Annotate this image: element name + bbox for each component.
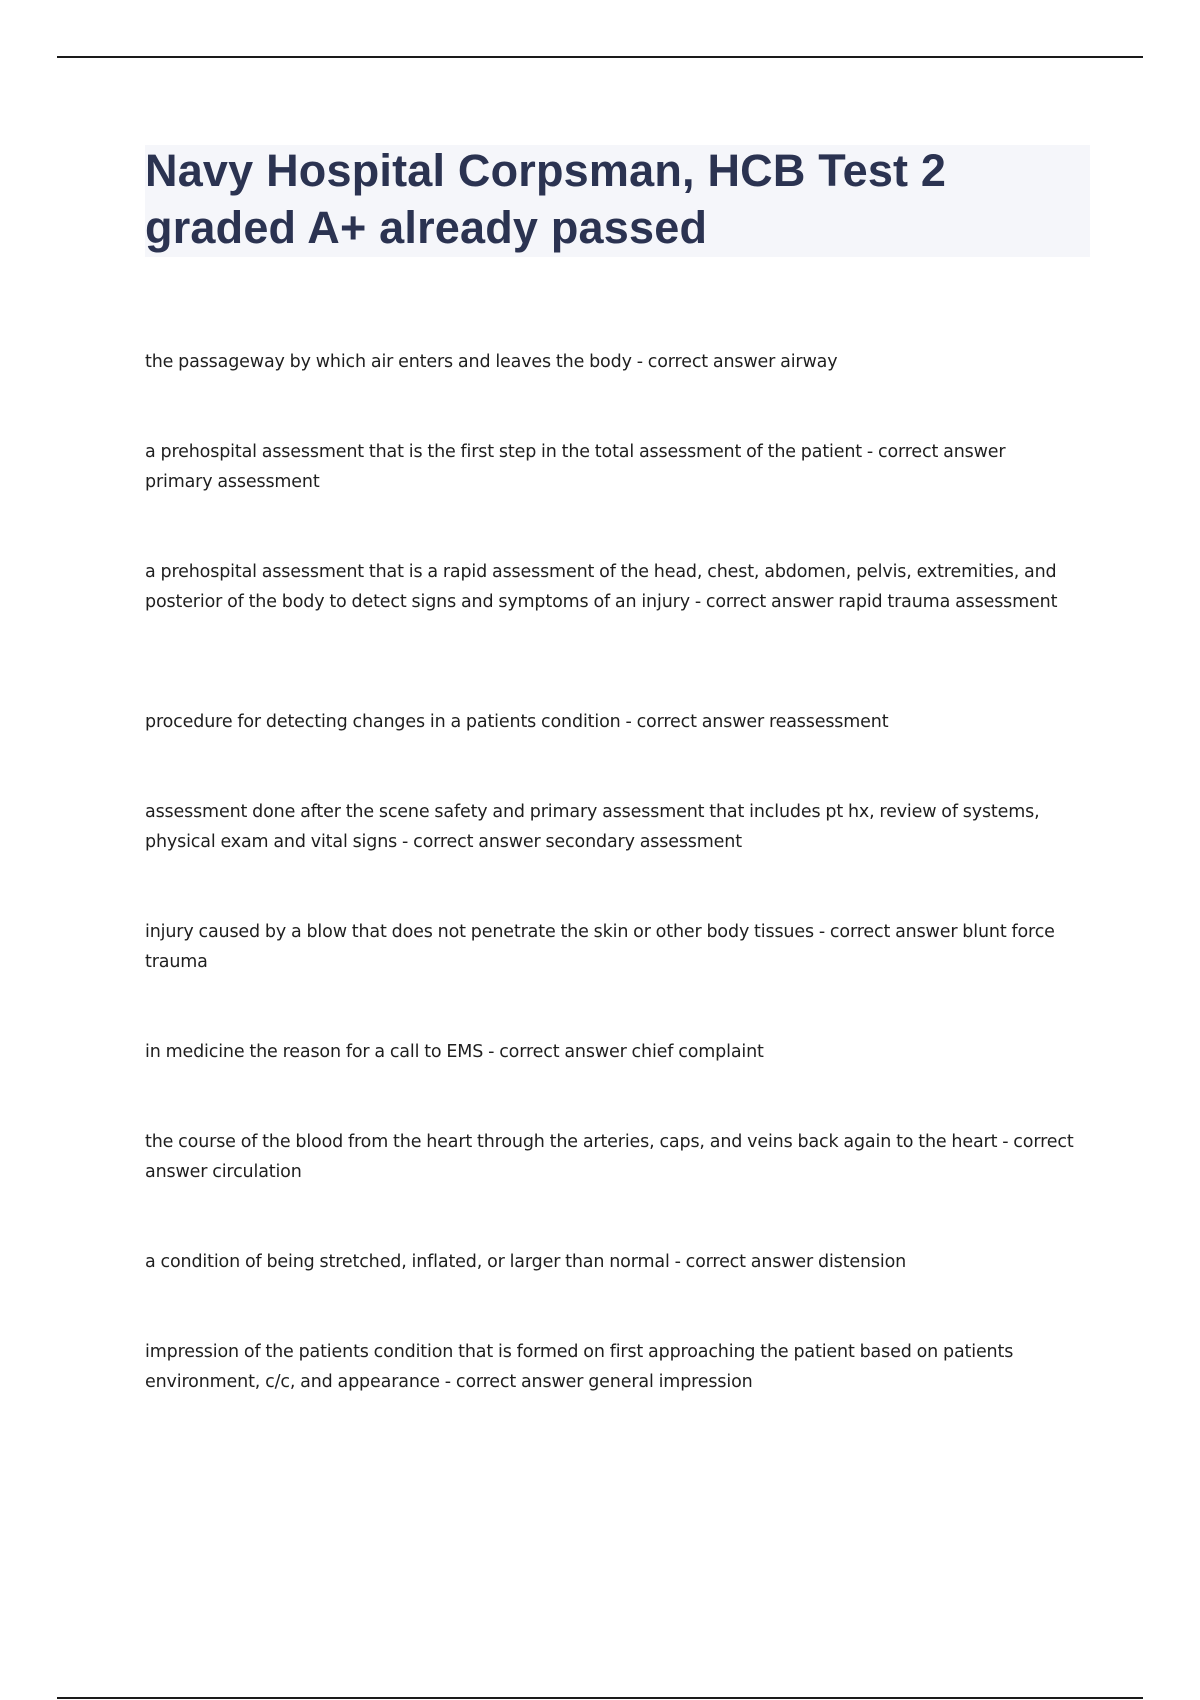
- qa-item-2: a prehospital assessment that is the first step in the total assessment of the patient - correct answer primary assessment: [145, 442, 1006, 492]
- qa-item-6: injury caused by a blow that does not penetrate the skin or other body tissues - correct answer blunt force trauma: [145, 922, 1055, 972]
- bottom-rule: [57, 1697, 1143, 1699]
- qa-item-10: impression of the patients condition that is formed on first approaching the patient based on patients environment, c/c, and appearance - correct answer general impression: [145, 1342, 1014, 1392]
- qa-item-5: assessment done after the scene safety and primary assessment that includes pt hx, review of systems, physical exam and vital signs - correct answer secondary assessment: [145, 802, 1040, 852]
- qa-item-4: procedure for detecting changes in a patients condition - correct answer reassessment: [145, 712, 889, 732]
- qa-item-8: the course of the blood from the heart through the arteries, caps, and veins back again to the heart - correct answer circulation: [145, 1132, 1074, 1182]
- qa-item-7: in medicine the reason for a call to EMS - correct answer chief complaint: [145, 1042, 764, 1062]
- qa-item-3: a prehospital assessment that is a rapid assessment of the head, chest, abdomen, pelvis, extremities, and posterior of the body to detect signs and symptoms of an injury - correct answer rapid trauma assessment: [145, 562, 1058, 612]
- top-rule: [57, 56, 1143, 58]
- page-title: Navy Hospital Corpsman, HCB Test 2 graded A+ already passed: [145, 145, 947, 253]
- qa-item-9: a condition of being stretched, inflated, or larger than normal - correct answer distension: [145, 1252, 907, 1272]
- title-block: [145, 145, 1090, 257]
- qa-item-1: the passageway by which air enters and leaves the body - correct answer airway: [145, 352, 838, 372]
